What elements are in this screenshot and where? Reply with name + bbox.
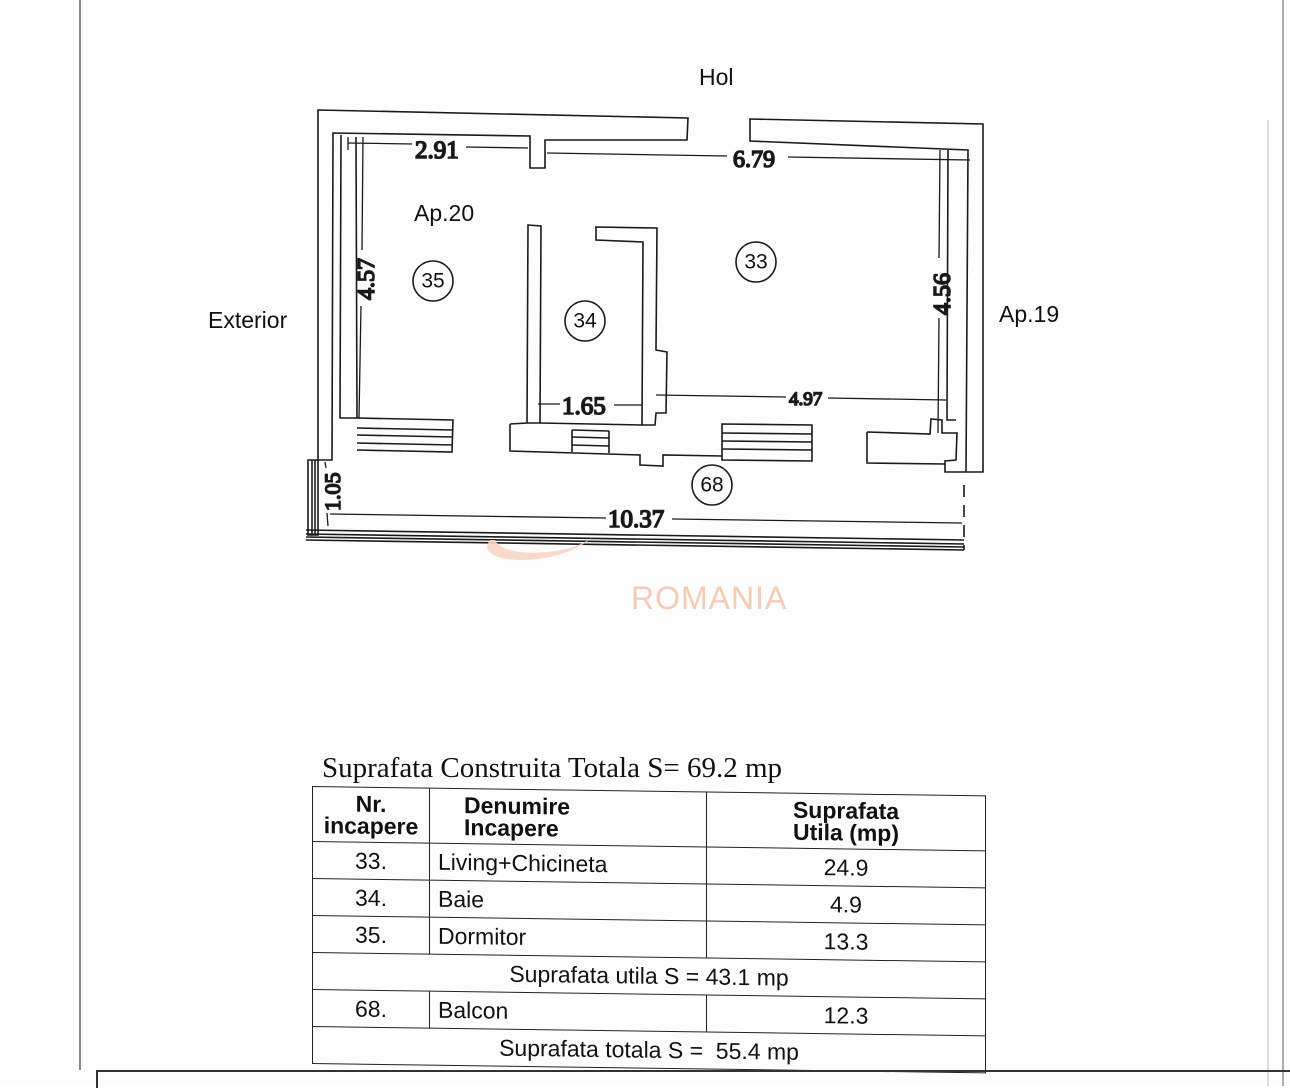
label-ap20: Ap.20 <box>414 200 475 226</box>
room-35-marker <box>413 261 453 301</box>
dimension-4-56: 4.56 <box>930 273 956 315</box>
summary-title: Suprafata Construita Totala S= 69.2 mp <box>322 752 783 784</box>
row-nr: 34. <box>313 879 430 918</box>
row-area: 4.9 <box>707 884 986 925</box>
dimension-2-91: 2.91 <box>415 137 459 164</box>
walls <box>306 110 983 550</box>
grand-total: Suprafata totala S = 55.4 mp <box>313 1027 986 1073</box>
room-34-marker <box>565 301 605 341</box>
room-33-marker <box>736 242 776 282</box>
dimension-4-57: 4.57 <box>354 258 380 300</box>
balcony-name: Balcon <box>430 991 707 1032</box>
header-nr-line2: incapere <box>323 812 419 840</box>
row-name: Baie <box>430 880 707 921</box>
bottom-table-edge <box>96 1070 1290 1088</box>
header-nr-line1: Nr. <box>355 790 387 818</box>
room-33-number: 33 <box>744 250 768 274</box>
room-68-number: 68 <box>700 473 724 497</box>
watermark-text: ROMANIA <box>631 580 788 616</box>
label-ap19: Ap.19 <box>999 301 1060 327</box>
label-exterior: Exterior <box>208 307 288 333</box>
dimension-4-97: 4.97 <box>789 389 823 410</box>
balcony-nr: 68. <box>313 990 430 1029</box>
row-name: Dormitor <box>430 917 707 958</box>
dimension-1-05: 1.05 <box>320 472 345 511</box>
balcony-area: 12.3 <box>707 995 986 1036</box>
rooms-table <box>312 786 986 1073</box>
row-nr: 35. <box>313 916 430 955</box>
useful-total: Suprafata utila S = 43.1 mp <box>313 953 986 999</box>
dimension-1-65: 1.65 <box>562 393 606 420</box>
row-name: Living+Chicineta <box>430 843 707 884</box>
header-denumire <box>430 788 707 847</box>
room-35-number: 35 <box>421 269 445 293</box>
label-hol: Hol <box>699 64 734 90</box>
table-header-row <box>313 787 986 851</box>
dimension-10-37: 10.37 <box>608 506 665 533</box>
room-34-number: 34 <box>573 309 597 333</box>
room-68-marker <box>692 465 732 505</box>
header-nr <box>313 787 430 844</box>
row-nr: 33. <box>313 842 430 881</box>
header-suprafata-line2: Utila (mp) <box>792 818 900 847</box>
row-area: 24.9 <box>707 847 986 888</box>
header-suprafata <box>707 792 986 851</box>
header-denumire-line2: Incapere <box>464 814 559 842</box>
dimension-lines <box>325 137 970 526</box>
header-denumire-line1: Denumire <box>464 792 571 820</box>
header-suprafata-line1: Suprafata <box>792 796 900 825</box>
row-area: 13.3 <box>707 921 986 962</box>
dimension-6-79: 6.79 <box>733 147 775 173</box>
